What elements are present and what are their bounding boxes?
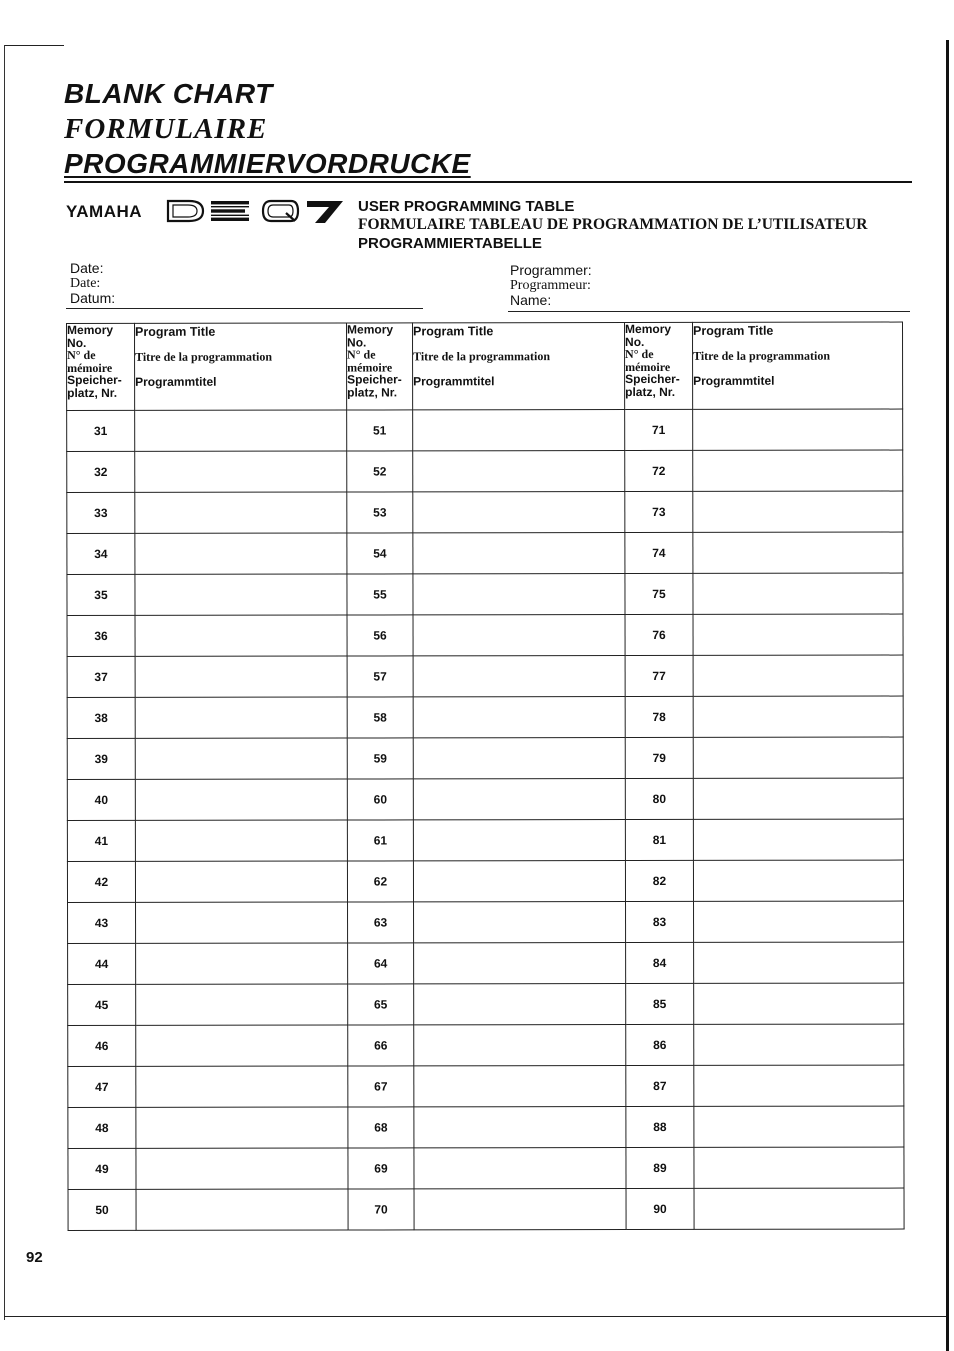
program-title-cell[interactable]: [414, 1066, 626, 1107]
programming-table: [66, 322, 905, 1231]
programmer-label-de: Name:: [510, 292, 552, 308]
table-row: [67, 655, 903, 697]
date-field: [70, 261, 115, 306]
table-header-row: [67, 322, 903, 410]
program-title-cell[interactable]: [413, 615, 625, 656]
program-title-cell[interactable]: [414, 1189, 626, 1230]
deq7-logo: [165, 198, 345, 224]
subtitle-english: USER PROGRAMMING TABLE: [358, 198, 575, 215]
program-title-header: Program Title Titre de la programmation Programmtitel: [692, 322, 902, 409]
table-row: [68, 1106, 904, 1148]
memory-number: 40: [67, 779, 135, 820]
memory-number: 85: [626, 983, 694, 1024]
memory-number: 80: [625, 778, 693, 819]
table-row: [67, 737, 903, 779]
program-title-cell[interactable]: [135, 533, 347, 574]
program-title-header: Program Title Titre de la programmation Programmtitel: [413, 323, 625, 410]
memory-number: 75: [625, 573, 693, 614]
program-title-cell[interactable]: [413, 861, 625, 902]
program-title-cell[interactable]: [693, 696, 903, 737]
program-title-cell[interactable]: [693, 655, 903, 696]
subtitle-french: FORMULAIRE TABLEAU DE PROGRAMMATION DE L’UTILISATEUR: [358, 216, 868, 233]
table-row: [68, 1188, 904, 1230]
table-row: [68, 1147, 904, 1189]
program-title-cell[interactable]: [413, 410, 625, 451]
program-title-cell[interactable]: [414, 1148, 626, 1189]
program-title-header: Program Title Titre de la programmation Programmtitel: [135, 323, 347, 410]
memory-number: 82: [625, 860, 693, 901]
memory-number: 60: [347, 779, 413, 820]
program-title-cell[interactable]: [135, 492, 347, 533]
memory-number: 90: [626, 1188, 694, 1229]
table-row: [68, 1065, 904, 1107]
program-title-cell[interactable]: [136, 1107, 348, 1148]
program-title-cell[interactable]: [694, 1065, 904, 1106]
page-right-edge: [946, 40, 949, 1351]
memory-number: 37: [67, 656, 135, 697]
memory-number: 89: [626, 1147, 694, 1188]
program-title-cell[interactable]: [135, 738, 347, 779]
program-title-cell[interactable]: [413, 779, 625, 820]
memory-number: 58: [347, 697, 413, 738]
program-title-cell[interactable]: [413, 492, 625, 533]
memory-number: 44: [68, 943, 136, 984]
memory-number: 43: [68, 902, 136, 943]
brand-name: YAMAHA: [66, 202, 143, 221]
title-rule: [64, 181, 912, 183]
table-row: [67, 532, 903, 574]
memory-number: 67: [348, 1066, 414, 1107]
memory-number: 45: [68, 984, 136, 1025]
memory-number: 84: [626, 942, 694, 983]
memory-number: 86: [626, 1024, 694, 1065]
memory-number: 63: [348, 902, 414, 943]
memory-number: 52: [347, 451, 413, 492]
program-title-cell[interactable]: [693, 573, 903, 614]
memory-number: 55: [347, 574, 413, 615]
memory-number: 74: [625, 532, 693, 573]
program-title-cell[interactable]: [135, 574, 347, 615]
memory-number: 31: [67, 410, 135, 451]
program-title-cell[interactable]: [693, 450, 903, 491]
subtitle-german: PROGRAMMIERTABELLE: [358, 235, 542, 252]
program-title-cell[interactable]: [413, 533, 625, 574]
bottom-edge-line: [4, 1316, 948, 1317]
program-title-cell[interactable]: [135, 615, 347, 656]
program-title-cell[interactable]: [693, 614, 903, 655]
memory-number: 35: [67, 574, 135, 615]
date-label-fr: Date:: [70, 276, 101, 291]
memory-number: 32: [67, 451, 135, 492]
program-title-cell[interactable]: [693, 819, 903, 860]
table-row: [67, 778, 903, 820]
memory-no-header: Memory No. N° de mémoire Speicher- platz, Nr.: [67, 323, 135, 410]
program-title-cell[interactable]: [413, 820, 625, 861]
program-title-cell[interactable]: [136, 943, 348, 984]
program-title-cell[interactable]: [414, 984, 626, 1025]
memory-number: 34: [67, 533, 135, 574]
program-title-cell[interactable]: [135, 410, 347, 451]
corner-mark-left: [4, 45, 5, 1320]
memory-number: 88: [626, 1106, 694, 1147]
program-title-cell[interactable]: [414, 943, 626, 984]
memory-number: 50: [68, 1189, 136, 1230]
memory-number: 36: [67, 615, 135, 656]
memory-number: 78: [625, 696, 693, 737]
memory-number: 54: [347, 533, 413, 574]
memory-number: 71: [625, 409, 693, 450]
program-title-cell[interactable]: [136, 902, 348, 943]
program-title-cell[interactable]: [693, 491, 903, 532]
program-title-cell[interactable]: [135, 697, 347, 738]
date-entry-line[interactable]: [66, 308, 423, 309]
memory-number: 64: [348, 943, 414, 984]
memory-number: 47: [68, 1066, 136, 1107]
memory-number: 87: [626, 1065, 694, 1106]
memory-number: 39: [67, 738, 135, 779]
memory-number: 68: [348, 1107, 414, 1148]
program-title-cell[interactable]: [413, 451, 625, 492]
memory-number: 33: [67, 492, 135, 533]
table-row: [67, 819, 903, 861]
program-title-cell[interactable]: [135, 820, 347, 861]
program-title-cell[interactable]: [136, 1066, 348, 1107]
program-title-cell[interactable]: [693, 778, 903, 819]
memory-number: 41: [67, 820, 135, 861]
memory-number: 62: [347, 861, 413, 902]
program-title-cell[interactable]: [135, 779, 347, 820]
memory-no-header: Memory No. N° de mémoire Speicher- platz, Nr.: [347, 323, 413, 410]
program-title-cell[interactable]: [694, 1188, 904, 1229]
program-title-cell[interactable]: [693, 737, 903, 778]
memory-no-header: Memory No. N° de mémoire Speicher- platz, Nr.: [625, 322, 693, 409]
programmer-label-en: Programmer:: [510, 262, 592, 278]
program-title-cell[interactable]: [694, 1106, 904, 1147]
memory-number: 77: [625, 655, 693, 696]
table-row: [67, 491, 903, 533]
memory-number: 42: [67, 861, 135, 902]
memory-number: 48: [68, 1107, 136, 1148]
memory-number: 79: [625, 737, 693, 778]
table-row: [68, 942, 904, 984]
title-french: FORMULAIRE: [64, 113, 268, 145]
memory-number: 81: [625, 819, 693, 860]
table-row: [67, 409, 903, 451]
memory-number: 59: [347, 738, 413, 779]
memory-number: 69: [348, 1148, 414, 1189]
program-title-cell[interactable]: [693, 409, 903, 450]
program-title-cell[interactable]: [135, 451, 347, 492]
memory-number: 38: [67, 697, 135, 738]
program-title-cell[interactable]: [414, 1025, 626, 1066]
program-title-cell[interactable]: [135, 861, 347, 902]
program-title-cell[interactable]: [694, 901, 904, 942]
program-title-cell[interactable]: [413, 738, 625, 779]
table-row: [68, 983, 904, 1025]
memory-number: 83: [626, 901, 694, 942]
program-title-cell[interactable]: [136, 984, 348, 1025]
table-row: [67, 450, 903, 492]
program-title-cell[interactable]: [136, 1025, 348, 1066]
table-row: [67, 860, 903, 902]
table-row: [68, 1024, 904, 1066]
programmer-entry-line[interactable]: [508, 311, 910, 312]
program-title-cell[interactable]: [694, 942, 904, 983]
table-row: [67, 696, 903, 738]
title-english: BLANK CHART: [64, 78, 273, 109]
program-title-cell[interactable]: [414, 1107, 626, 1148]
chart-titles: [64, 76, 471, 182]
table-row: [67, 614, 903, 656]
memory-number: 46: [68, 1025, 136, 1066]
program-title-cell[interactable]: [136, 1189, 348, 1230]
memory-number: 73: [625, 491, 693, 532]
memory-number: 66: [348, 1025, 414, 1066]
program-title-cell[interactable]: [413, 656, 625, 697]
memory-number: 61: [347, 820, 413, 861]
program-title-cell[interactable]: [693, 860, 903, 901]
program-title-cell[interactable]: [135, 656, 347, 697]
date-label-de: Datum:: [70, 290, 116, 306]
table-row: [67, 573, 903, 615]
memory-number: 49: [68, 1148, 136, 1189]
programmer-field: [510, 263, 592, 308]
programmer-label-fr: Programmeur:: [510, 278, 591, 293]
page-number: 92: [26, 1249, 43, 1266]
memory-number: 51: [347, 410, 413, 451]
memory-number: 70: [348, 1189, 414, 1230]
corner-mark-top: [4, 45, 64, 46]
memory-number: 57: [347, 656, 413, 697]
title-german: PROGRAMMIERVORDRUCKE: [64, 148, 471, 179]
program-title-cell[interactable]: [694, 1024, 904, 1065]
program-title-cell[interactable]: [694, 1147, 904, 1188]
memory-number: 56: [347, 615, 413, 656]
program-title-cell[interactable]: [413, 574, 625, 615]
memory-number: 53: [347, 492, 413, 533]
subtitle-block: [358, 198, 867, 254]
program-title-cell[interactable]: [693, 532, 903, 573]
program-title-cell[interactable]: [414, 902, 626, 943]
program-title-cell[interactable]: [136, 1148, 348, 1189]
program-title-cell[interactable]: [413, 697, 625, 738]
memory-number: 76: [625, 614, 693, 655]
program-title-cell[interactable]: [694, 983, 904, 1024]
memory-number: 65: [348, 984, 414, 1025]
date-label-en: Date:: [70, 260, 104, 276]
table-row: [68, 901, 904, 943]
memory-number: 72: [625, 450, 693, 491]
